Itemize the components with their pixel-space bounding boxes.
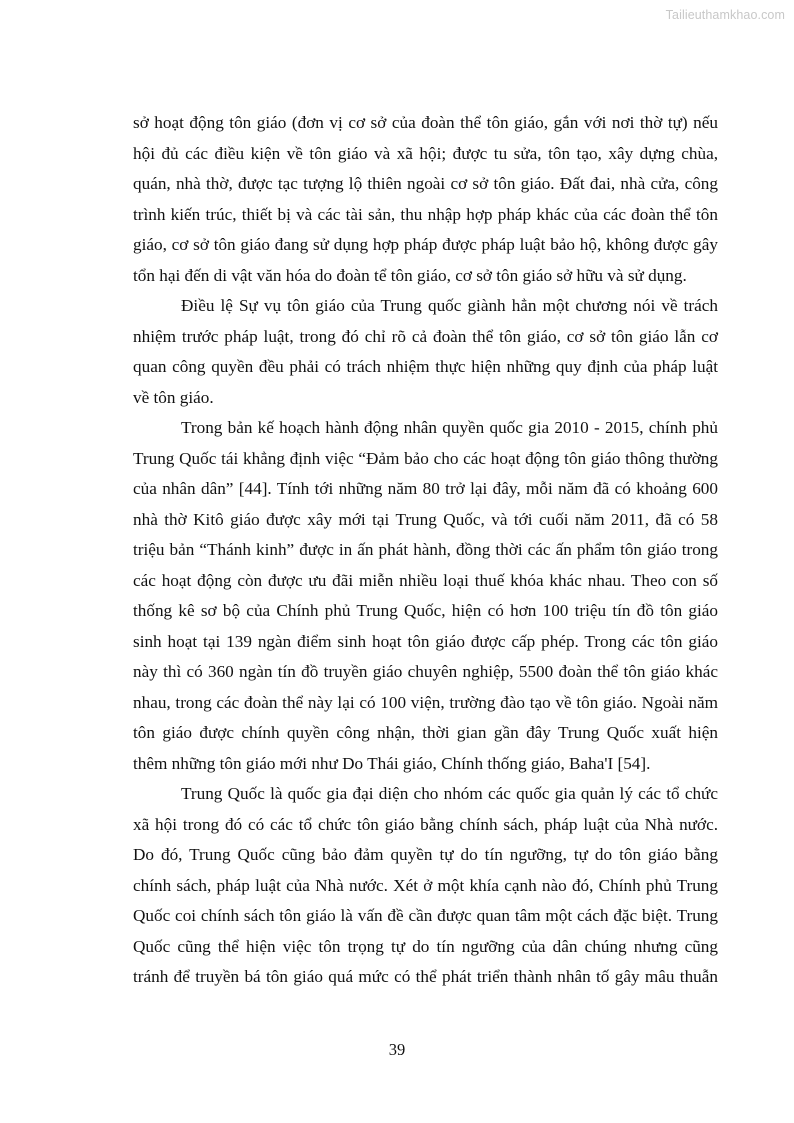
text-line: quán, nhà thờ, được tạc tượng lộ thiên ngoài cơ sở tôn giáo. Đất đai, nhà cửa, công: [133, 174, 718, 193]
text-line: hội đủ các điều kiện về tôn giáo và xã hội; được tu sửa, tôn tạo, xây dựng chùa,: [133, 143, 718, 163]
text-line: tổn hại đến di vật văn hóa do đoàn tể tôn giáo, cơ sở tôn giáo sở hữu và sử dụng.: [133, 265, 687, 285]
text-line: Trong bản kế hoạch hành động nhân quyền quốc gia 2010 - 2015, chính phủ: [181, 418, 718, 437]
text-line: quan công quyền đều phải có trách nhiệm thực hiện những quy định của pháp luật: [133, 357, 718, 376]
text-line: của nhân dân” [44]. Tính tới những năm 80 trở lại đây, mỗi năm đã có khoảng 600: [133, 479, 718, 498]
text-line: tránh để truyền bá tôn giáo quá mức có thể phát triển thành nhân tố gây mâu thuẫn: [133, 967, 718, 986]
text-line: thống kê sơ bộ của Chính phủ Trung Quốc, hiện có hơn 100 triệu tín đồ tôn giáo: [133, 601, 718, 620]
watermark-text: Tailieuthamkhao.com: [665, 8, 785, 22]
text-line: chính sách, pháp luật của Nhà nước. Xét ở một khía cạnh nào đó, Chính phủ Trung: [133, 875, 718, 895]
text-line: nhiệm trước pháp luật, trong đó chỉ rõ cả đoàn thể tôn giáo, cơ sở tôn giáo lẫn cơ: [133, 326, 718, 346]
text-line: nhà thờ Kitô giáo được xây mới tại Trung Quốc, và tới cuối năm 2011, đã có 58: [133, 509, 718, 529]
text-line: về tôn giáo.: [133, 387, 214, 407]
text-line: thêm những tôn giáo mới như Do Thái giáo, Chính thống giáo, Baha'I [54].: [133, 753, 651, 773]
text-line: Quốc coi chính sách tôn giáo là vấn đề cần được quan tâm một cách đặc biệt. Trung: [133, 906, 718, 925]
text-line: nhau, trong các đoàn thể này lại có 100 viện, trường đào tạo về tôn giáo. Ngoài năm: [133, 692, 718, 712]
text-line: giáo, cơ sở tôn giáo đang sử dụng hợp pháp được pháp luật bảo hộ, không được gây: [133, 235, 718, 254]
text-line: triệu bản “Thánh kinh” được in ấn phát hành, đồng thời các ấn phẩm tôn giáo trong: [133, 540, 718, 559]
text-line: sinh hoạt tại 139 ngàn điểm sinh hoạt tôn giáo được cấp phép. Trong các tôn giáo: [133, 631, 718, 651]
text-line: Quốc cũng thể hiện việc tôn trọng tự do tín ngưỡng của dân chúng nhưng cũng: [133, 936, 718, 956]
page-number: 39: [388, 1040, 406, 1059]
text-line: trình kiến trúc, thiết bị và các tài sản, thu nhập hợp pháp khác của các đoàn thể tôn: [133, 204, 718, 224]
text-line: Do đó, Trung Quốc cũng bảo đảm quyền tự do tín ngưỡng, tự do tôn giáo bằng: [133, 845, 718, 864]
text-line: các hoạt động còn được ưu đãi miễn nhiều loại thuế khóa khác nhau. Theo con số: [133, 570, 718, 590]
text-line: Điều lệ Sự vụ tôn giáo của Trung quốc giành hẳn một chương nói về trách: [181, 296, 718, 315]
text-line: Trung Quốc là quốc gia đại diện cho nhóm các quốc gia quản lý các tổ chức: [181, 784, 718, 803]
text-line: sở hoạt động tôn giáo (đơn vị cơ sở của đoàn thể tôn giáo, gắn với nơi thờ tự) nếu: [133, 113, 718, 132]
text-line: Trung Quốc tái khẳng định việc “Đảm bảo cho các hoạt động tôn giáo thông thường: [133, 448, 718, 468]
text-line: tôn giáo được chính quyền công nhận, thời gian gần đây Trung Quốc xuất hiện: [133, 723, 718, 742]
text-line: xã hội trong đó có các tổ chức tôn giáo bằng chính sách, pháp luật của Nhà nước.: [133, 814, 718, 834]
text-line: này thì có 360 ngàn tín đồ truyền giáo chuyên nghiệp, 5500 đoàn thể tôn giáo khác: [133, 662, 718, 681]
document-body: [133, 108, 718, 993]
